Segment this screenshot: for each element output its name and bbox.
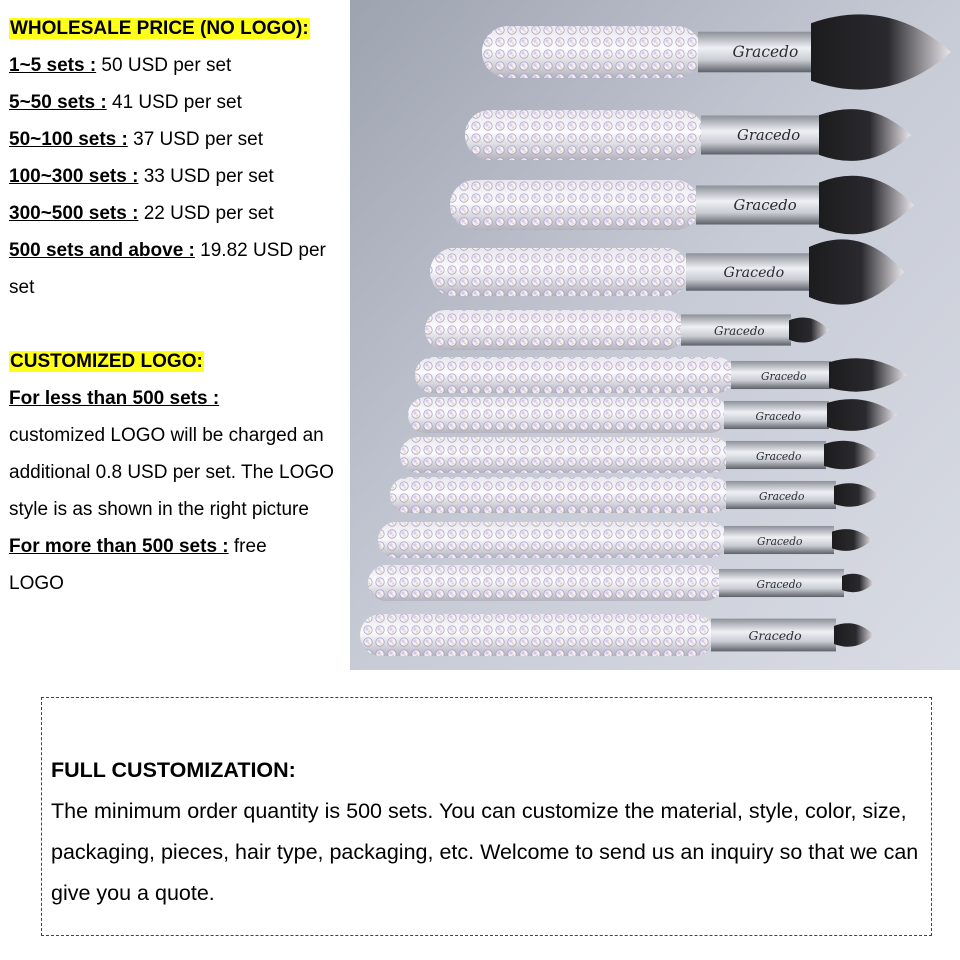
brush-brand-mark: Gracedo: [757, 535, 803, 548]
tier-price: 41 USD per set: [106, 92, 242, 113]
tier-label: 5~50 sets :: [9, 92, 107, 113]
brush-brand-mark: Gracedo: [756, 450, 802, 463]
full-customization-box: [41, 697, 932, 936]
logo-heading: CUSTOMIZED LOGO:: [10, 351, 203, 372]
spacer: [9, 306, 349, 343]
tier-label: 50~100 sets :: [9, 129, 128, 150]
brush-brand-mark: Gracedo: [723, 265, 785, 281]
brush-brand-mark: Gracedo: [755, 410, 801, 423]
pricing-column: [9, 10, 349, 602]
tier-price: 22 USD per set: [138, 203, 274, 224]
tier-price: 37 USD per set: [127, 129, 264, 150]
more-than-500: [9, 528, 309, 602]
brush-set-illustration: [350, 0, 960, 670]
brush-rhinestones: [415, 357, 735, 393]
price-tier: [9, 121, 349, 158]
tier-label: 500 sets and above :: [9, 240, 195, 261]
price-tier: [9, 158, 349, 195]
price-tier: [9, 47, 349, 84]
brush: [465, 109, 911, 161]
brush-rhinestones: [430, 248, 690, 296]
brush: [425, 310, 829, 350]
brush-set-photo: [350, 0, 960, 670]
brush-rhinestones: [425, 310, 685, 350]
brush: [430, 239, 904, 304]
wholesale-heading: WHOLESALE PRICE (NO LOGO):: [10, 18, 309, 39]
more-than-500-label: For more than 500 sets :: [9, 536, 229, 557]
tier-price: 50 USD per set: [96, 55, 232, 76]
tier-price: 19.82 USD per set: [9, 240, 326, 298]
tier-label: 100~300 sets :: [9, 166, 139, 187]
brush-rhinestones: [378, 522, 728, 558]
more-than-500-text: free LOGO: [9, 536, 267, 594]
price-tier: [9, 195, 349, 232]
brush-rhinestones: [360, 614, 715, 656]
brush-rhinestones: [465, 110, 705, 160]
brush-rhinestones: [400, 437, 730, 473]
brush-rhinestones: [482, 26, 702, 78]
brush-brand-mark: Gracedo: [737, 127, 801, 144]
brush-brand-mark: Gracedo: [761, 370, 807, 383]
full-customization-text: The minimum order quantity is 500 sets. You can customize the material, style, color, size, packaging, pieces, hair type, packaging, etc. Welcome to send us an inquiry so that we can give you a quote.: [51, 799, 919, 905]
less-than-500-text: customized LOGO will be charged an additional 0.8 USD per set. The LOGO style is as shown in the right picture: [9, 425, 334, 520]
brush: [368, 565, 874, 601]
brush-brand-mark: Gracedo: [759, 490, 805, 503]
full-customization-title: FULL CUSTOMIZATION:: [51, 758, 296, 782]
brush-rhinestones: [408, 397, 728, 433]
brush-rhinestones: [390, 477, 730, 513]
tier-price: 33 USD per set: [138, 166, 274, 187]
brush: [415, 357, 907, 393]
brush-brand-mark: Gracedo: [714, 324, 765, 338]
brush-brand-mark: Gracedo: [733, 197, 797, 214]
less-than-500-label: For less than 500 sets :: [9, 388, 220, 409]
brush-brand-mark: Gracedo: [756, 578, 802, 591]
brush: [378, 522, 872, 558]
brush-brand-mark: Gracedo: [732, 43, 799, 61]
brush: [390, 477, 879, 513]
brush: [400, 437, 879, 473]
brush: [450, 176, 914, 234]
brush-brand-mark: Gracedo: [748, 628, 802, 643]
brush-rhinestones: [368, 565, 723, 601]
brush: [360, 614, 874, 656]
price-tier: [9, 232, 329, 306]
brush-rhinestones: [450, 180, 700, 230]
brush: [408, 397, 897, 433]
tier-label: 1~5 sets :: [9, 55, 97, 76]
tier-label: 300~500 sets :: [9, 203, 139, 224]
price-tier: [9, 84, 349, 121]
